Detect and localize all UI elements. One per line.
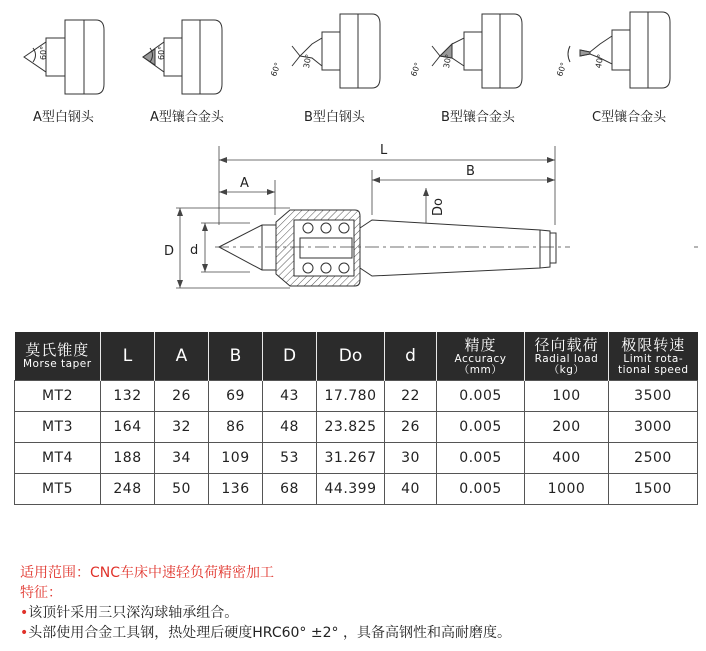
- table-cell: 32: [155, 412, 209, 443]
- col-header-A: A: [155, 332, 209, 381]
- tip-type-label: C型镶合金头: [592, 110, 667, 125]
- col-header-d: d: [385, 332, 437, 381]
- bullet-icon: •: [20, 625, 29, 641]
- table-cell: MT5: [15, 474, 101, 505]
- table-cell: 26: [385, 412, 437, 443]
- table-row: [15, 381, 698, 412]
- bullet-icon: •: [20, 605, 29, 621]
- angle-label: 30°: [302, 53, 314, 69]
- table-header-row: [15, 332, 698, 381]
- feature-text: 该顶针采用三只深沟球轴承组合。: [28, 605, 239, 621]
- table-cell: 0.005: [437, 381, 525, 412]
- col-header-D: D: [263, 332, 317, 381]
- dim-label-A: A: [240, 176, 249, 191]
- table-row: [15, 412, 698, 443]
- dim-label-Do: Do: [431, 198, 446, 216]
- table-cell: 31.267: [317, 443, 385, 474]
- table-cell: 69: [209, 381, 263, 412]
- table-cell: 248: [101, 474, 155, 505]
- angle-label: 60°: [39, 45, 48, 60]
- tip-type-b-alloy: [409, 14, 522, 88]
- col-header-B: B: [209, 332, 263, 381]
- table-cell: 109: [209, 443, 263, 474]
- col-header-accuracy: 精度 Accuracy （mm）: [437, 332, 525, 381]
- tip-type-c-alloy: [555, 12, 670, 88]
- table-cell: 132: [101, 381, 155, 412]
- angle-label: 60°: [269, 61, 283, 78]
- table-cell: 30: [385, 443, 437, 474]
- tip-type-b-steel: [269, 14, 380, 88]
- table-cell: 0.005: [437, 474, 525, 505]
- table-cell: 43: [263, 381, 317, 412]
- tip-type-a-steel: [24, 20, 104, 94]
- tip-type-label: B型镶合金头: [441, 110, 515, 125]
- spec-table: [14, 332, 698, 505]
- table-cell: MT2: [15, 381, 101, 412]
- table-cell: 200: [525, 412, 609, 443]
- tip-type-label: B型白钢头: [304, 110, 365, 125]
- feature-item: [20, 604, 238, 622]
- table-cell: 26: [155, 381, 209, 412]
- angle-label: 40°: [594, 53, 606, 69]
- tip-type-label: A型白钢头: [33, 110, 94, 125]
- table-cell: 23.825: [317, 412, 385, 443]
- angle-label: 60°: [555, 61, 569, 78]
- table-cell: MT4: [15, 443, 101, 474]
- table-cell: 1000: [525, 474, 609, 505]
- table-cell: 0.005: [437, 443, 525, 474]
- scope-line: [20, 564, 274, 582]
- tip-type-label: A型镶合金头: [150, 110, 224, 125]
- angle-label: 60°: [157, 45, 166, 60]
- table-cell: 50: [155, 474, 209, 505]
- table-cell: 136: [209, 474, 263, 505]
- table-cell: 1500: [609, 474, 698, 505]
- feature-text: 头部使用合金工具钢，热处理后硬度HRC60° ±2° ，具备高钢性和高耐磨度。: [28, 625, 511, 641]
- table-cell: 400: [525, 443, 609, 474]
- live-center-drawing: [0, 130, 706, 320]
- table-cell: 53: [263, 443, 317, 474]
- col-header-radial-load: 径向载荷 Radial load （kg）: [525, 332, 609, 381]
- table-cell: 0.005: [437, 412, 525, 443]
- table-cell: 22: [385, 381, 437, 412]
- dim-label-L: L: [380, 143, 388, 158]
- table-cell: 3000: [609, 412, 698, 443]
- table-cell: 3500: [609, 381, 698, 412]
- tip-types-illustration: [0, 0, 706, 100]
- col-header-limit-speed: 极限转速 Limit rota- tional speed: [609, 332, 698, 381]
- table-cell: 188: [101, 443, 155, 474]
- scope-label: 适用范围：: [20, 565, 90, 581]
- col-header-L: L: [101, 332, 155, 381]
- table-row: [15, 443, 698, 474]
- table-cell: 100: [525, 381, 609, 412]
- angle-label: 60°: [409, 61, 423, 78]
- table-cell: 2500: [609, 443, 698, 474]
- table-cell: 40: [385, 474, 437, 505]
- table-cell: 86: [209, 412, 263, 443]
- dim-label-D: D: [164, 244, 175, 259]
- features-label: 特征：: [20, 585, 62, 601]
- dim-label-B: B: [466, 164, 475, 179]
- col-header-Do: Do: [317, 332, 385, 381]
- table-cell: 34: [155, 443, 209, 474]
- table-cell: 48: [263, 412, 317, 443]
- scope-text: CNC车床中速轻负荷精密加工: [90, 565, 275, 581]
- dim-label-d: d: [190, 243, 199, 258]
- table-cell: 68: [263, 474, 317, 505]
- table-row: [15, 474, 698, 505]
- feature-item: [20, 624, 511, 642]
- table-cell: 44.399: [317, 474, 385, 505]
- table-cell: MT3: [15, 412, 101, 443]
- angle-label: 30°: [442, 53, 454, 69]
- table-cell: 164: [101, 412, 155, 443]
- table-cell: 17.780: [317, 381, 385, 412]
- tip-type-a-alloy: [143, 20, 222, 94]
- col-header-morse: 莫氏锥度 Morse taper: [15, 332, 101, 381]
